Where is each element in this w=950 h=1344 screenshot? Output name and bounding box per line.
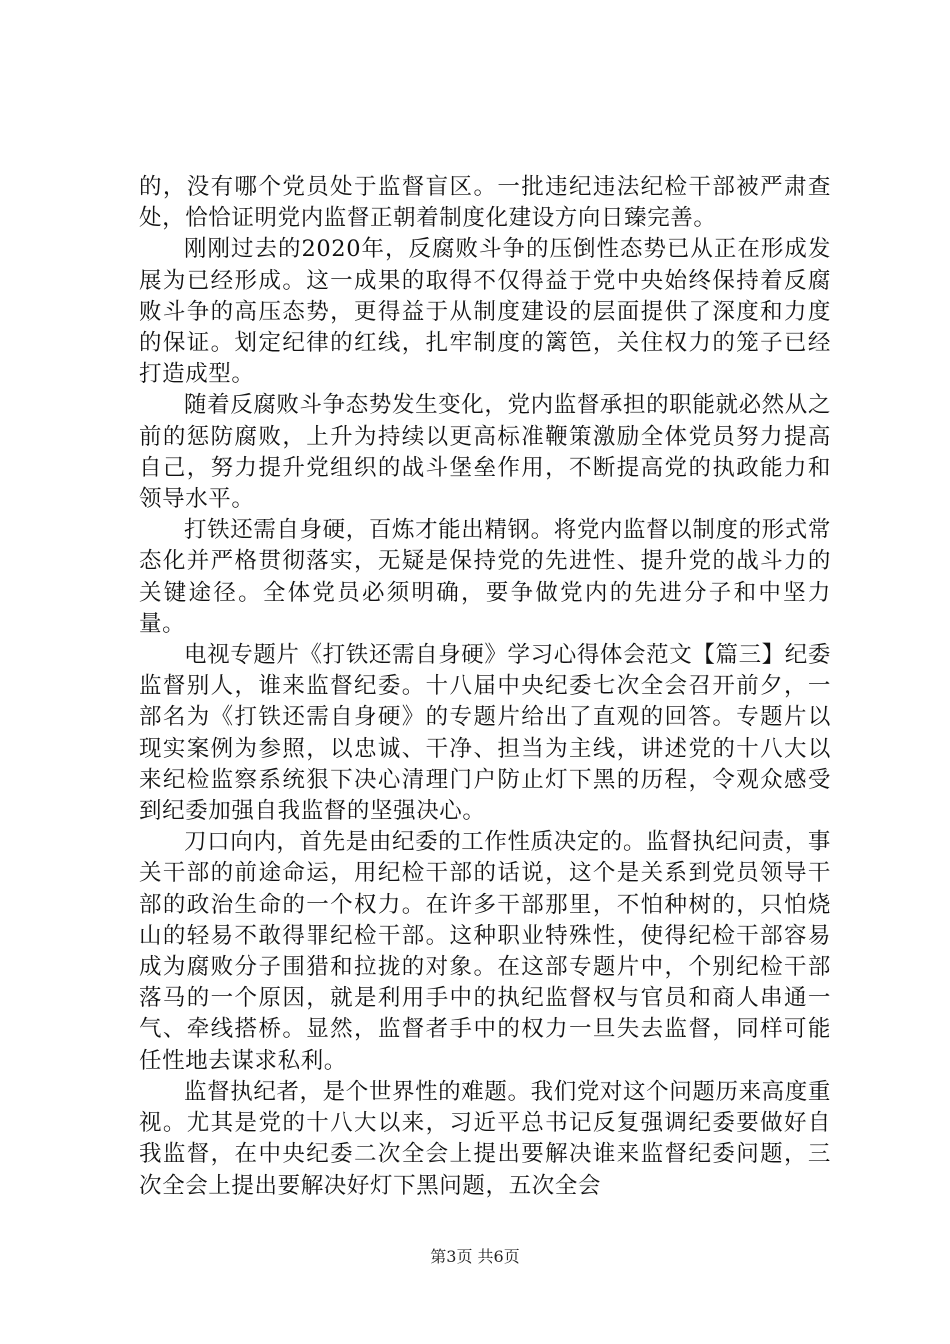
paragraph-continuation: 的，没有哪个党员处于监督盲区。一批违纪违法纪检干部被严肃查处，恰恰证明党内监督正朝着制度化建设方向日臻完善。 — [139, 174, 831, 232]
paragraph-supervision-function: 随着反腐败斗争态势发生变化，党内监督承担的职能就必然从之前的惩防腐败，上升为持续以更高标准鞭策激励全体党员努力提高自己，努力提升党组织的战斗堡垒作用，不断提高党的执政能力和领导水平。 — [139, 392, 831, 513]
paragraph-section-three-intro: 电视专题片《打铁还需自身硬》学习心得体会范文【篇三】纪委监督别人，谁来监督纪委。十八届中央纪委七次全会召开前夕，一部名为《打铁还需自身硬》的专题片给出了直观的回答。专题片以现实案例为参照，以忠诚、干净、担当为主线，讲述党的十八大以来纪检监察系统狠下决心清理门户防止灯下黑的历程，令观众感受到纪委加强自我监督的坚强决心。 — [139, 642, 831, 825]
paragraph-anti-corruption-2020: 刚刚过去的2020年，反腐败斗争的压倒性态势已从正在形成发展为已经形成。这一成果的取得不仅得益于党中央始终保持着反腐败斗争的高压态势，更得益于从制度建设的层面提供了深度和力度的保证。划定纪律的红线，扎牢制度的篱笆，关住权力的笼子已经打造成型。 — [139, 236, 831, 388]
document-body — [139, 172, 831, 1202]
paragraph-knife-inward: 刀口向内，首先是由纪委的工作性质决定的。监督执纪问责，事关干部的前途命运，用纪检干部的话说，这个是关系到党员领导干部的政治生命的一个权力。在许多干部那里，不怕种树的，只怕烧山的轻易不敢得罪纪检干部。这种职业特殊性，使得纪检干部容易成为腐败分子围猎和拉拢的对象。在这部专题片中，个别纪检干部落马的一个原因，就是利用手中的执纪监督权与官员和商人串通一气、牵线搭桥。显然，监督者手中的权力一旦失去监督，同样可能任性地去谋求私利。 — [139, 829, 831, 1074]
paragraph-iron-strike: 打铁还需自身硬，百炼才能出精钢。将党内监督以制度的形式常态化并严格贯彻落实，无疑是保持党的先进性、提升党的战斗力的关键途径。全体党员必须明确，要争做党内的先进分子和中坚力量。 — [139, 517, 831, 637]
page-footer: 第3页 共6页 — [430, 1247, 520, 1266]
paragraph-supervise-supervisors: 监督执纪者，是个世界性的难题。我们党对这个问题历来高度重视。尤其是党的十八大以来，习近平总书记反复强调纪委要做好自我监督，在中央纪委二次全会上提出要解决谁来监督纪委问题，三次全会上提出要解决好灯下黑问题，五次全会 — [139, 1078, 831, 1199]
